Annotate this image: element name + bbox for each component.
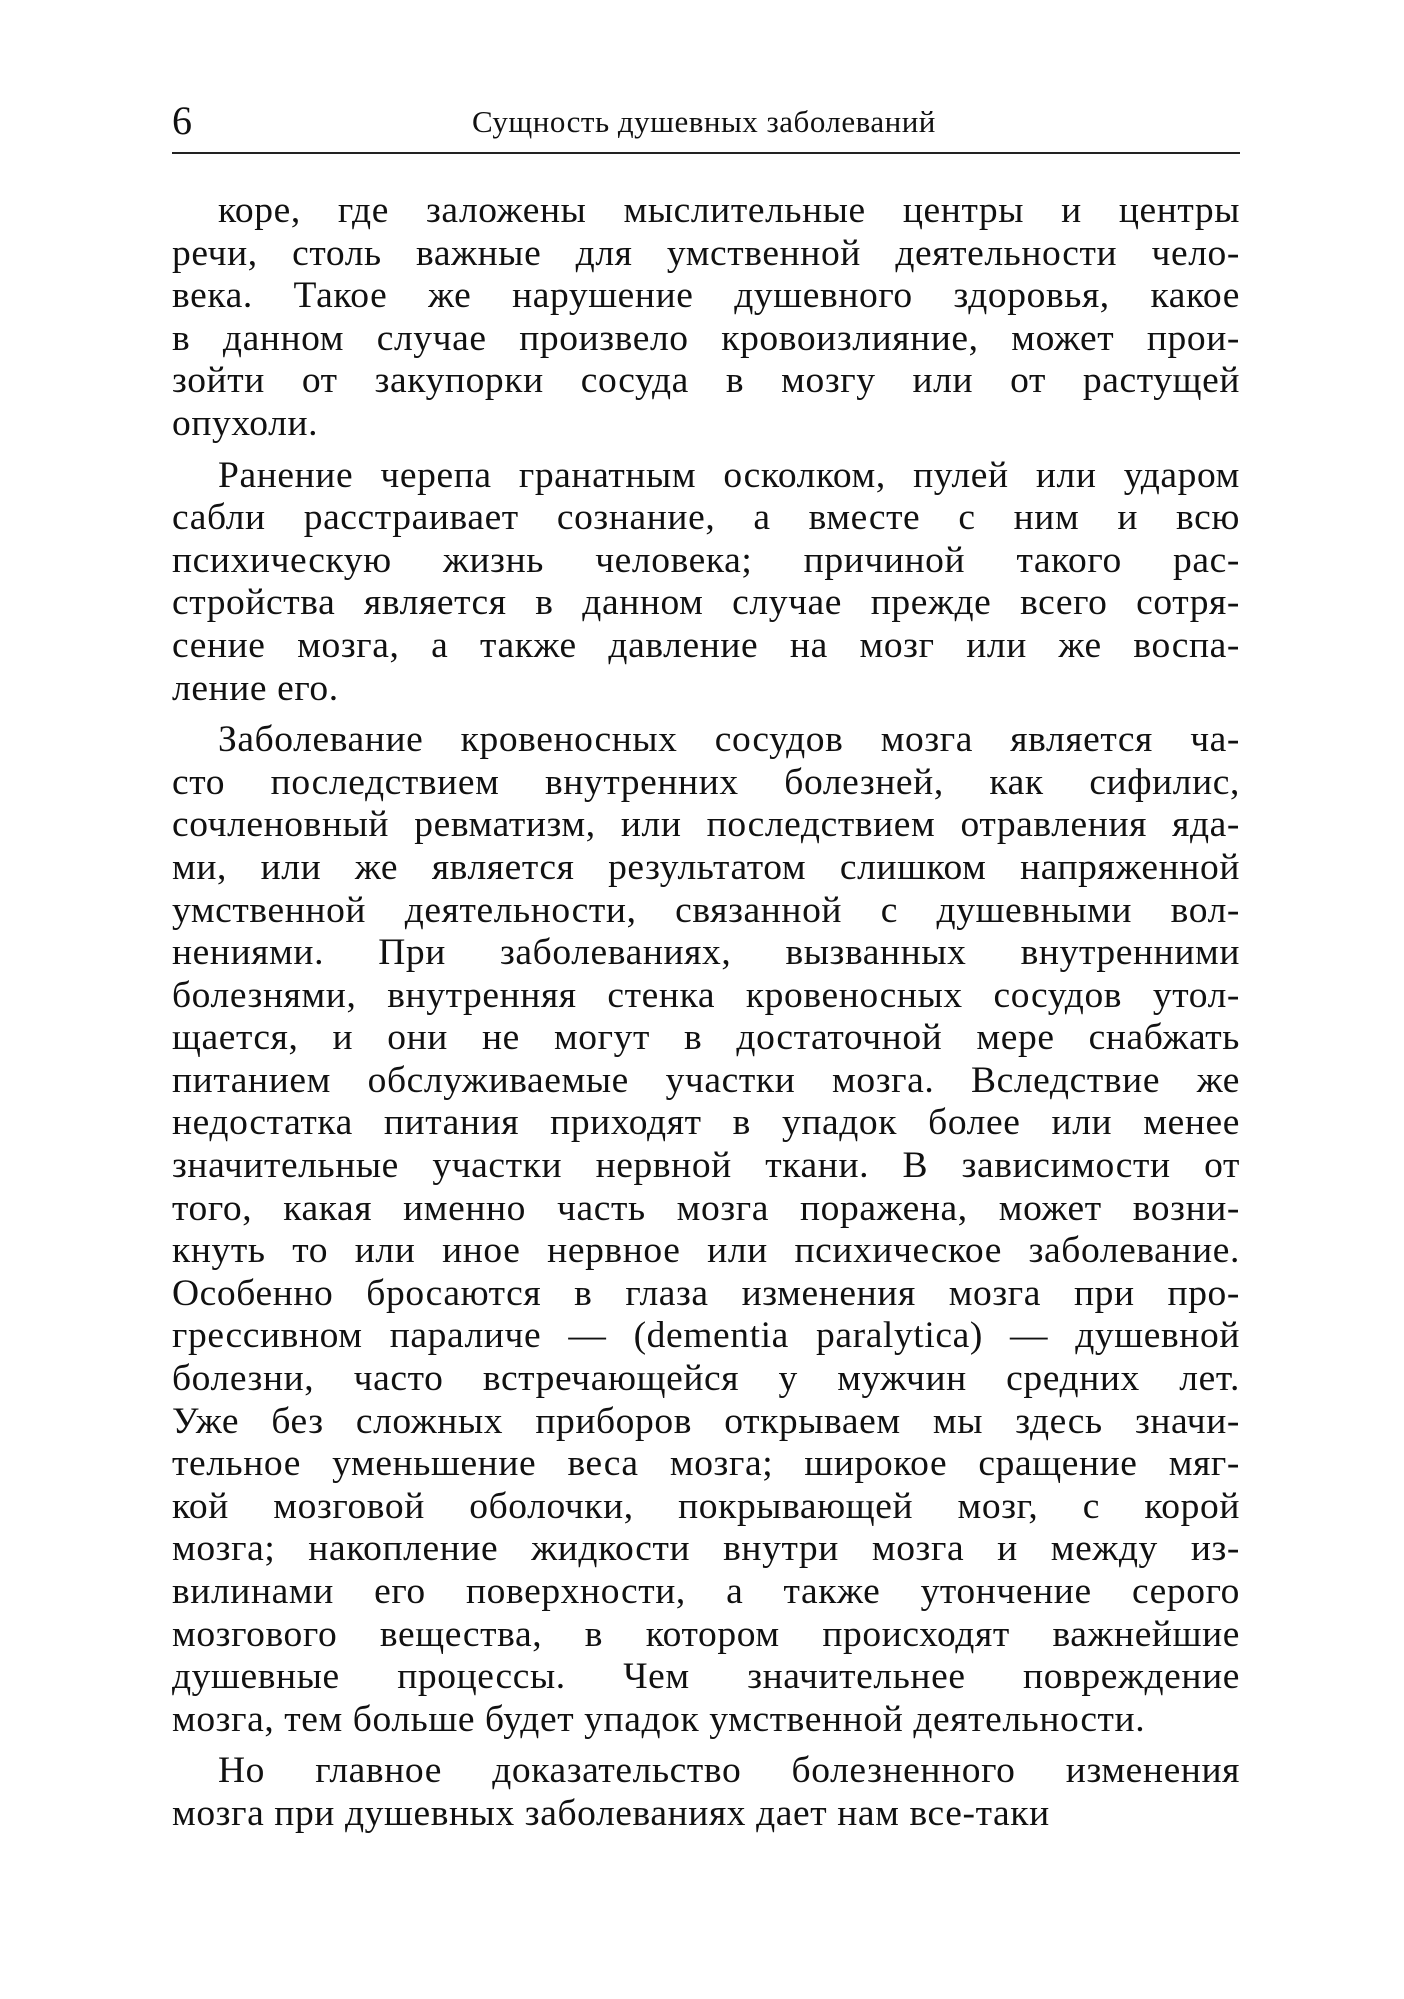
text-line: сочленовный ревматизм, или последствием отравления яда-	[172, 804, 1240, 846]
text-line: нениями. При заболеваниях, вызванных внутренними	[172, 932, 1240, 974]
text-line: тельное уменьшение веса мозга; широкое сращение мяг-	[172, 1443, 1240, 1485]
text-line: того, какая именно часть мозга поражена, может возни-	[172, 1187, 1240, 1229]
text-line: мозга; накопление жидкости внутри мозга и между из-	[172, 1528, 1240, 1570]
text-line: века. Такое же нарушение душевного здоровья, какое	[172, 275, 1240, 317]
text-line: стройства является в данном случае прежде всего сотря-	[172, 582, 1240, 624]
text-line: умственной деятельности, связанной с душевными вол-	[172, 889, 1240, 931]
text-line: коре, где заложены мыслительные центры и центры	[218, 190, 1240, 231]
text-line: кой мозговой оболочки, покрывающей мозг, с корой	[172, 1485, 1240, 1527]
text-line: психическую жизнь человека; причиной такого рас-	[172, 539, 1240, 581]
text-line: сение мозга, а также давление на мозг или же воспа-	[172, 624, 1240, 666]
text-line: сто последствием внутренних болезней, как сифилис,	[172, 761, 1240, 803]
paragraph	[172, 455, 1240, 711]
text-line: Но главное доказательство болезненного изменения	[218, 1750, 1240, 1792]
text-line: мозга, тем больше будет упадок умственной деятельности.	[172, 1698, 1146, 1740]
text-line: ми, или же является результатом слишком напряженной	[172, 846, 1240, 888]
text-line: Уже без сложных приборов открываем мы здесь значи-	[172, 1400, 1240, 1442]
header-divider	[172, 152, 1240, 154]
text-line: мозгового вещества, в котором происходят важнейшие	[172, 1613, 1240, 1655]
text-line: болезнями, внутренняя стенка кровеносных сосудов утол-	[172, 974, 1240, 1016]
page-header	[172, 96, 1239, 146]
running-title: Сущность душевных заболеваний	[472, 104, 936, 139]
text-line: болезни, часто встречающейся у мужчин средних лет.	[172, 1358, 1240, 1400]
paragraph	[172, 190, 1240, 446]
text-line: ление его.	[172, 667, 339, 709]
text-line: душевные процессы. Чем значительнее повреждение	[172, 1656, 1240, 1698]
text-line: речи, столь важные для умственной деятельности чело-	[172, 232, 1240, 274]
text-line: недостатка питания приходят в упадок более или менее	[172, 1102, 1240, 1144]
text-line: питанием обслуживаемые участки мозга. Вследствие же	[172, 1059, 1240, 1101]
body-text	[172, 190, 1240, 1845]
text-line: значительные участки нервной ткани. В зависимости от	[172, 1145, 1240, 1187]
page-number: 6	[172, 98, 192, 143]
text-line: в данном случае произвело кровоизлияние, может прои-	[172, 317, 1240, 359]
text-line: Ранение черепа гранатным осколком, пулей или ударом	[218, 454, 1240, 496]
text-line: сабли расстраивает сознание, а вместе с ним и всю	[172, 497, 1240, 539]
text-line: Особенно бросаются в глаза изменения мозга при про-	[172, 1272, 1240, 1314]
text-line: грессивном параличе — (dementia paralytica) — душевной	[172, 1315, 1240, 1357]
paragraph	[172, 719, 1240, 1741]
paragraph	[172, 1750, 1240, 1835]
text-line: Заболевание кровеносных сосудов мозга является ча-	[218, 719, 1240, 761]
text-line: вилинами его поверхности, а также утончение серого	[172, 1571, 1240, 1612]
text-line: щается, и они не могут в достаточной мере снабжать	[172, 1017, 1240, 1059]
text-line: зойти от закупорки сосуда в мозгу или от растущей	[172, 360, 1240, 402]
text-line: кнуть то или иное нервное или психическое заболевание.	[172, 1230, 1240, 1272]
text-line: опухоли.	[172, 402, 319, 444]
text-line: мозга при душевных заболеваниях дает нам все-таки	[172, 1792, 1050, 1834]
